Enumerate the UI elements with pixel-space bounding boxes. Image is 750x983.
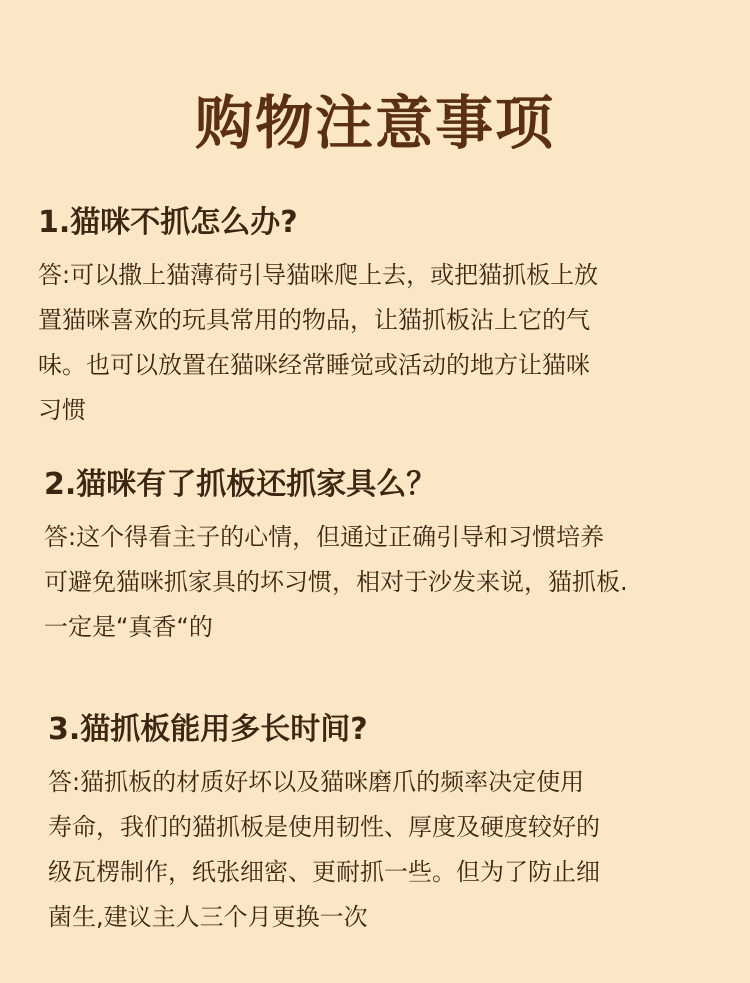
answer-line: 答:这个得看主子的心情，但通过正确引导和习惯培养 <box>44 523 605 551</box>
answer-line: 答:猫抓板的材质好坏以及猫咪磨爪的频率决定使用 <box>48 768 585 796</box>
faq-question-2: 2.猫咪有了抓板还抓家具么？ <box>44 467 437 502</box>
faq-answer-3 <box>48 760 600 940</box>
answer-line: 一定是“真香“的 <box>44 613 213 641</box>
faq-question-3: 3.猫抓板能用多长时间? <box>48 712 368 747</box>
faq-section-1 <box>38 203 598 433</box>
answer-line: 置猫咪喜欢的玩具常用的物品，让猫抓板沾上它的气 <box>38 306 590 334</box>
answer-line: 可避免猫咪抓家具的坏习惯，相对于沙发来说，猫抓板. <box>44 568 628 596</box>
faq-section-3 <box>48 710 600 940</box>
faq-question-1: 1.猫咪不抓怎么办? <box>38 205 298 240</box>
answer-line: 寿命，我们的猫抓板是使用韧性、厚度及硬度较好的 <box>48 813 600 841</box>
answer-line: 级瓦楞制作，纸张细密、更耐抓一些。但为了防止细 <box>48 858 600 886</box>
answer-line: 答:可以撒上猫薄荷引导猫咪爬上去，或把猫抓板上放 <box>38 261 599 289</box>
faq-answer-2 <box>44 515 628 650</box>
faq-answer-1 <box>38 253 598 433</box>
answer-line: 习惯 <box>38 396 86 424</box>
answer-line: 菌生,建议主人三个月更换一次 <box>48 903 368 931</box>
answer-line: 味。也可以放置在猫咪经常睡觉或活动的地方让猫咪 <box>38 351 590 379</box>
faq-section-2 <box>44 465 628 650</box>
page-title: 购物注意事项 <box>194 89 555 157</box>
